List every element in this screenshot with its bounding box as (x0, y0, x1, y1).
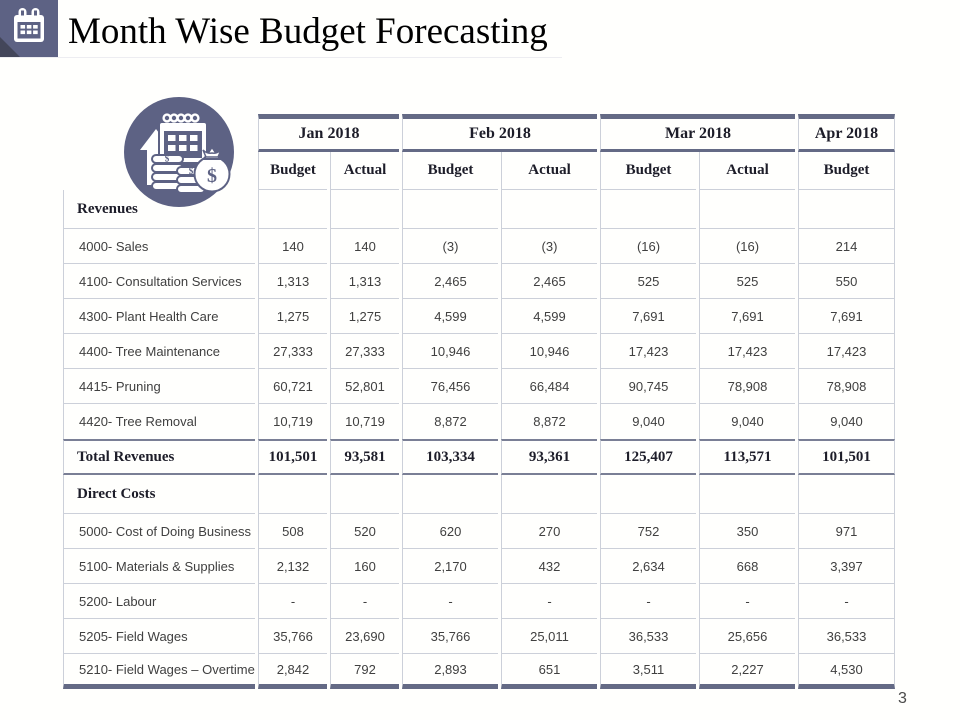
cell: 9,040 (600, 404, 696, 439)
table-row (63, 264, 895, 299)
cell (258, 475, 327, 514)
cell: 2,170 (402, 549, 498, 584)
row-label: 4100- Consultation Services (63, 264, 255, 299)
cell: 7,691 (600, 299, 696, 334)
cell (699, 475, 795, 514)
cell (699, 190, 795, 229)
cell: 25,656 (699, 619, 795, 654)
month-header: Jan 2018 (258, 114, 399, 152)
cell: - (798, 584, 895, 619)
table-row (63, 229, 895, 264)
row-label: 5200- Labour (63, 584, 255, 619)
cell (798, 190, 895, 229)
cell: 2,227 (699, 654, 795, 689)
table-row (63, 369, 895, 404)
table-row (63, 619, 895, 654)
cell: 2,842 (258, 654, 327, 689)
row-label: 4000- Sales (63, 229, 255, 264)
cell: 36,533 (798, 619, 895, 654)
subheader-actual: Actual (330, 152, 399, 190)
subheader-budget: Budget (258, 152, 327, 190)
row-label: Total Revenues (63, 439, 255, 475)
cell: 25,011 (501, 619, 597, 654)
subheader-budget: Budget (600, 152, 696, 190)
cell: 35,766 (402, 619, 498, 654)
cell: 101,501 (258, 439, 327, 475)
cell: 792 (330, 654, 399, 689)
svg-text:$: $ (207, 165, 217, 187)
cell: 125,407 (600, 439, 696, 475)
cell: 78,908 (798, 369, 895, 404)
row-label: 5000- Cost of Doing Business (63, 514, 255, 549)
cell: 668 (699, 549, 795, 584)
cell: 2,634 (600, 549, 696, 584)
table-corner (63, 152, 255, 190)
cell (402, 475, 498, 514)
cell: 4,530 (798, 654, 895, 689)
cell: 8,872 (501, 404, 597, 439)
cell: 10,719 (330, 404, 399, 439)
cell: 101,501 (798, 439, 895, 475)
cell: 17,423 (798, 334, 895, 369)
month-header: Apr 2018 (798, 114, 895, 152)
calendar-icon (0, 0, 58, 58)
subheader-budget: Budget (402, 152, 498, 190)
cell: 35,766 (258, 619, 327, 654)
table-row (63, 190, 895, 229)
row-label: 4420- Tree Removal (63, 404, 255, 439)
cell: 1,275 (258, 299, 327, 334)
cell: 140 (330, 229, 399, 264)
month-header: Feb 2018 (402, 114, 597, 152)
cell (600, 475, 696, 514)
cell: 9,040 (699, 404, 795, 439)
cell: 36,533 (600, 619, 696, 654)
cell: 432 (501, 549, 597, 584)
cell: 4,599 (501, 299, 597, 334)
cell: - (330, 584, 399, 619)
cell: 3,511 (600, 654, 696, 689)
cell: 1,313 (258, 264, 327, 299)
cell (600, 190, 696, 229)
title-divider (0, 57, 562, 58)
cell: - (258, 584, 327, 619)
cell (258, 190, 327, 229)
cell: 651 (501, 654, 597, 689)
table-row (63, 334, 895, 369)
subheader-actual: Actual (501, 152, 597, 190)
cell: - (501, 584, 597, 619)
cell: 60,721 (258, 369, 327, 404)
cell: 52,801 (330, 369, 399, 404)
cell: 7,691 (699, 299, 795, 334)
cell: (16) (600, 229, 696, 264)
cell: 350 (699, 514, 795, 549)
cell: 78,908 (699, 369, 795, 404)
cell: (16) (699, 229, 795, 264)
table-row (63, 549, 895, 584)
table-row (63, 514, 895, 549)
table-row (63, 299, 895, 334)
svg-text:$: $ (188, 166, 194, 176)
row-label: Revenues (63, 190, 255, 229)
cell (330, 190, 399, 229)
cell: 66,484 (501, 369, 597, 404)
table-corner (63, 114, 255, 152)
cell (501, 475, 597, 514)
subheader-actual: Actual (699, 152, 795, 190)
month-header: Mar 2018 (600, 114, 795, 152)
cell: 140 (258, 229, 327, 264)
cell: 1,275 (330, 299, 399, 334)
svg-text:$: $ (164, 153, 170, 164)
cell: 2,465 (501, 264, 597, 299)
cell: 17,423 (600, 334, 696, 369)
cell: 23,690 (330, 619, 399, 654)
cell: 752 (600, 514, 696, 549)
cell: 10,946 (501, 334, 597, 369)
cell: 2,132 (258, 549, 327, 584)
cell: (3) (501, 229, 597, 264)
cell: - (402, 584, 498, 619)
cell (798, 475, 895, 514)
cell: 160 (330, 549, 399, 584)
cell: 550 (798, 264, 895, 299)
cell: - (699, 584, 795, 619)
cell: 76,456 (402, 369, 498, 404)
cell: 2,893 (402, 654, 498, 689)
budget-table (60, 114, 898, 689)
cell: 525 (600, 264, 696, 299)
cell: 8,872 (402, 404, 498, 439)
cell: 525 (699, 264, 795, 299)
row-label: 5205- Field Wages (63, 619, 255, 654)
cell: 520 (330, 514, 399, 549)
cell (501, 190, 597, 229)
cell: 103,334 (402, 439, 498, 475)
cell: 2,465 (402, 264, 498, 299)
cell: 10,719 (258, 404, 327, 439)
table-row (63, 475, 895, 514)
cell (402, 190, 498, 229)
table-row (63, 654, 895, 689)
cell: 93,361 (501, 439, 597, 475)
cell: 27,333 (258, 334, 327, 369)
cell: 1,313 (330, 264, 399, 299)
cell: 270 (501, 514, 597, 549)
table-row (63, 584, 895, 619)
cell: 10,946 (402, 334, 498, 369)
row-label: 4400- Tree Maintenance (63, 334, 255, 369)
table-row (63, 404, 895, 439)
cell: 90,745 (600, 369, 696, 404)
cell: 214 (798, 229, 895, 264)
page-title: Month Wise Budget Forecasting (68, 11, 548, 52)
subheader-budget: Budget (798, 152, 895, 190)
cell: (3) (402, 229, 498, 264)
cell: 113,571 (699, 439, 795, 475)
row-label: 5210- Field Wages – Overtime (63, 654, 255, 689)
cell: 93,581 (330, 439, 399, 475)
row-label: Direct Costs (63, 475, 255, 514)
cell: 620 (402, 514, 498, 549)
cell: 7,691 (798, 299, 895, 334)
cell: 27,333 (330, 334, 399, 369)
page-number: 3 (898, 690, 907, 707)
row-label: 4300- Plant Health Care (63, 299, 255, 334)
cell: 17,423 (699, 334, 795, 369)
cell: 4,599 (402, 299, 498, 334)
row-label: 4415- Pruning (63, 369, 255, 404)
cell: 508 (258, 514, 327, 549)
table-row (63, 439, 895, 475)
cell: 971 (798, 514, 895, 549)
cell: - (600, 584, 696, 619)
cell (330, 475, 399, 514)
row-label: 5100- Materials & Supplies (63, 549, 255, 584)
cell: 9,040 (798, 404, 895, 439)
cell: 3,397 (798, 549, 895, 584)
